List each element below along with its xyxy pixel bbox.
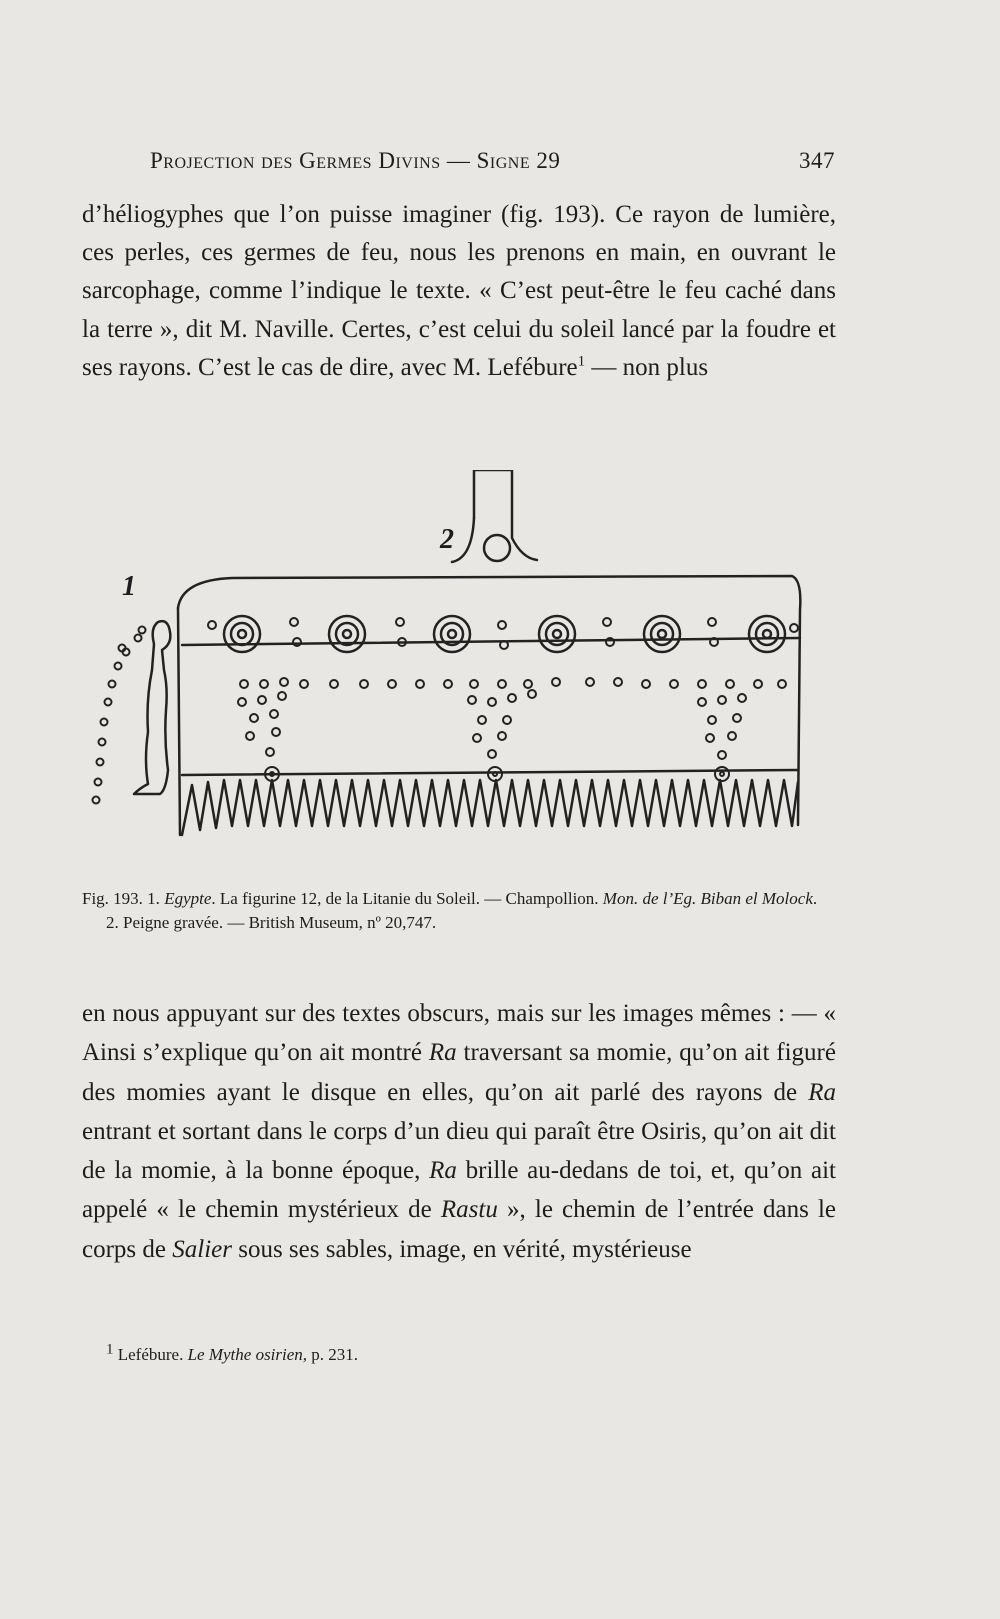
figure-label-2: 2 <box>440 524 454 555</box>
ra-italic: Ra <box>429 1157 457 1185</box>
footnote-page: , p. 231. <box>302 1345 359 1364</box>
caption-line-1 <box>82 887 836 911</box>
paragraph-top-text: d’héliogyphes que l’on puisse imaginer (fig. 193). Ce rayon de lumière, ces perles, ces germes de feu, nous les prenons en main, en ouvrant le sarcophage, comme l’indique le texte. « C’est peut-être le feu caché dans la terre », dit M. Naville. Certes, c’est celui du soleil lancé par la foudre et ses rayons. C’est le cas de dire, avec M. Lefébure <box>82 201 836 381</box>
caption-egypte: Egypte <box>164 889 212 908</box>
salier-italic: Salier <box>172 1235 232 1263</box>
figurine-beads <box>93 627 146 804</box>
caption-period: . <box>812 889 818 908</box>
comb-teeth <box>182 780 798 835</box>
footnote-title: Le Mythe osirien <box>187 1345 303 1364</box>
page-number: 347 <box>799 148 835 173</box>
footnote-number: 1 <box>106 1341 114 1358</box>
text-segment: brille au-dedans de toi, et, qu’on ait appelé « le chemin mystérieux de <box>82 1157 836 1224</box>
paragraph-bottom <box>82 994 836 1269</box>
running-head-title: Projection des Germes Divins — Signe 29 <box>150 148 561 173</box>
text-segment: traversant sa momie, qu’on ait figuré des momies ayant le disque en elles, qu’on ait parlé des rayons de <box>82 1039 836 1106</box>
caption-line-2: 2. Peigne gravée. — British Museum, nº 20,747. <box>106 913 437 932</box>
ra-italic: Ra <box>808 1078 836 1106</box>
rastu-italic: Rastu <box>440 1196 498 1224</box>
caption-monument: Mon. de l’Eg. Biban el Molock <box>602 889 813 908</box>
text-segment: en nous appuyant sur des textes obscurs, mais sur les images mêmes : — « Ainsi s’explique qu’on ait montré <box>82 1000 836 1067</box>
figurine <box>134 621 170 794</box>
comb-illustration <box>82 470 836 870</box>
text-segment: », le chemin de l’entrée dans le corps de <box>82 1196 836 1263</box>
ra-italic: Ra <box>428 1039 457 1067</box>
footnote-author: Lefébure. <box>113 1345 188 1364</box>
caption-source: . La figurine 12, de la Litanie du Soleil. — Champollion. <box>211 889 603 908</box>
figure-193 <box>82 470 836 870</box>
footnote-ref: 1 <box>577 353 586 370</box>
running-head <box>150 148 835 174</box>
paragraph-top <box>82 196 836 387</box>
caption-prefix: Fig. 193. 1. <box>82 889 165 908</box>
text-segment: entrant et sortant dans le corps d’un dieu qui paraît être Osiris, qu’on ait dit de la momie, à la bonne époque, <box>82 1117 836 1185</box>
footnote <box>106 1341 836 1365</box>
figure-label-1: 1 <box>122 571 136 602</box>
text-segment: sous ses sables, image, en vérité, mystérieuse <box>231 1235 692 1263</box>
paragraph-top-end: — non plus <box>585 353 709 381</box>
figure-caption <box>82 887 836 935</box>
handle-ring <box>484 535 510 561</box>
